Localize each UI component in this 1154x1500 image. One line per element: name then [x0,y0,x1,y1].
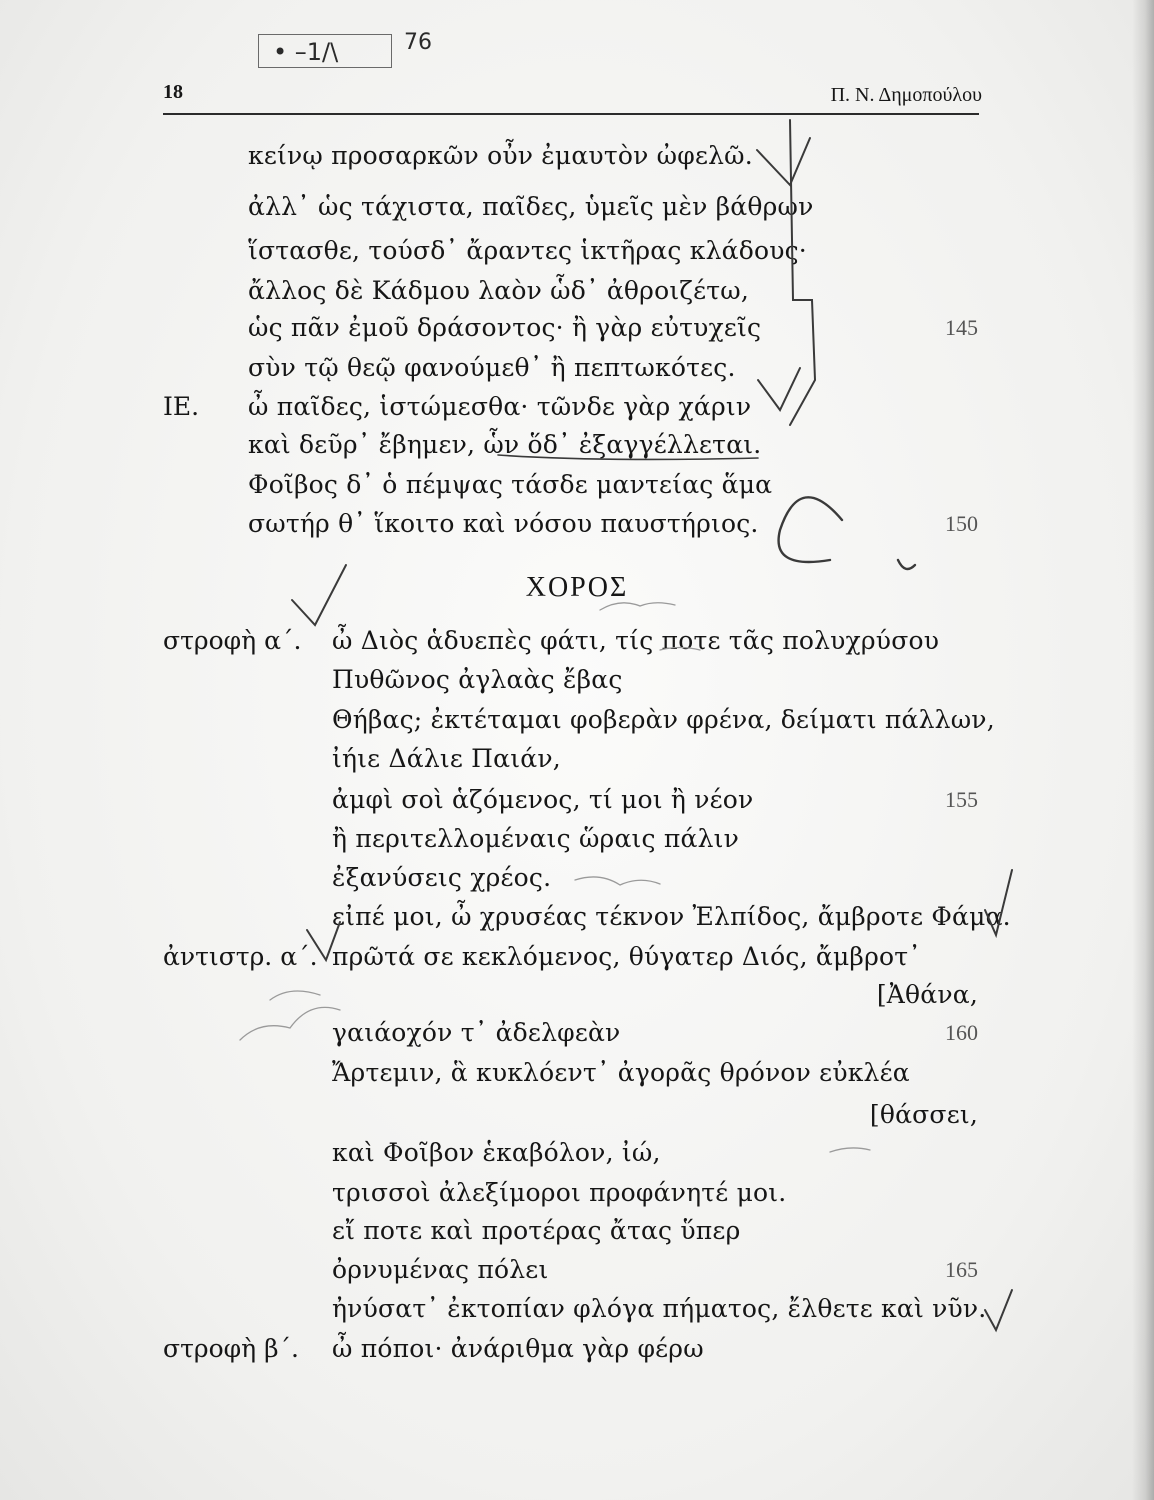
verse-line: Πυθῶνος ἀγλαὰς ἔβας [332,665,623,694]
verse-line: Φοῖβος δ᾽ ὁ πέμψας τάσδε μαντείας ἅμα [248,470,773,499]
verse-line: εἰπέ μοι, ὦ χρυσέας τέκνον Ἐλπίδος, ἄμβροτε Φάμα. [332,902,1011,931]
verse-line: Ἄρτεμιν, ἃ κυκλόεντ᾽ ἀγορᾶς θρόνον εὐκλέα [332,1058,910,1087]
checkmark-icon [985,1290,1012,1330]
strophe-label: στροφὴ α΄. [163,626,302,655]
header-rule [163,113,979,115]
page-number: 18 [163,81,183,103]
verse-line-continuation: [Ἀθάνα, [876,980,978,1009]
verse-line: ἐξανύσεις χρέος. [332,863,552,892]
verse-line: καὶ δεῦρ᾽ ἔβημεν, ὧν ὅδ᾽ ἐξαγγέλλεται. [248,430,762,459]
book-spine-shadow [1132,0,1154,1500]
verse-line: ἰήιε Δάλιε Παιάν, [332,744,561,773]
verse-line: σὺν τῷ θεῷ φανούμεθ᾽ ἢ πεπτωκότες. [248,353,736,382]
verse-line: καὶ Φοῖβον ἑκαβόλον, ἰώ, [332,1138,661,1167]
line-number: 160 [945,1020,978,1045]
line-number: 150 [945,511,978,536]
verse-line: τρισσοὶ ἀλεξίμοροι προφάνητέ μοι. [332,1178,787,1207]
verse-line: ἠνύσατ᾽ ἐκτοπίαν φλόγα πήματος, ἔλθετε καὶ νῦν. [332,1294,987,1323]
chorus-heading: ΧΟΡΟΣ [525,572,629,603]
verse-line: ἢ περιτελλομέναις ὥραις πάλιν [332,824,740,853]
verse-line: κείνῳ προσαρκῶν οὖν ἐμαυτὸν ὠφελῶ. [248,141,753,170]
line-number: 145 [945,315,978,340]
verse-line: ὡς πᾶν ἐμοῦ δράσοντος· ἢ γὰρ εὐτυχεῖς [248,313,762,342]
verse-line-continuation: [θάσσει, [869,1100,978,1129]
line-number: 165 [945,1257,978,1282]
verse-line: ἀμφὶ σοὶ ἁζόμενος, τί μοι ἢ νέον [332,785,754,814]
verse-line: ὦ Διὸς ἁδυεπὲς φάτι, τίς ποτε τᾶς πολυχρύσου [332,626,940,655]
speaker-label: ΙΕ. [163,392,200,421]
verse-line: γαιάοχόν τ᾽ ἀδελφεὰν [332,1018,621,1047]
antistrophe-label: ἀντιστρ. α΄. [163,942,318,971]
stamp-handwritten-note: 76 [404,30,432,55]
verse-line: ἵστασθε, τούσδ᾽ ἄραντες ἱκτῆρας κλάδους· [248,236,807,265]
verse-line: σωτήρ θ᾽ ἵκοιτο καὶ νόσου παυστήριος. [248,509,759,538]
verse-line: ὦ παῖδες, ἱστώμεσθα· τῶνδε γὰρ χάριν [248,392,752,421]
alpha-mark-icon [779,497,842,562]
line-number: 155 [945,787,978,812]
strophe-label: στροφὴ β΄. [163,1334,299,1363]
verse-line: ἀλλ᾽ ὡς τάχιστα, παῖδες, ὑμεῖς μὲν βάθρων [248,192,814,221]
checkmark-icon [757,138,810,185]
verse-line: ἄλλος δὲ Κάδμου λαὸν ὧδ᾽ ἀθροιζέτω, [248,276,749,305]
checkmark-icon [758,368,800,410]
verse-line: ὀρνυμένας πόλει [332,1255,549,1284]
running-head: Π. Ν. Δημοπούλου [830,84,982,106]
verse-line: πρῶτά σε κεκλόμενος, θύγατερ Διός, ἄμβροτ᾽ [332,942,921,971]
verse-line: εἴ ποτε καὶ προτέρας ἄτας ὕπερ [332,1216,741,1245]
library-stamp: • –1/\ [258,34,392,68]
verse-line: Θήβας; ἐκτέταμαι φοβερὰν φρένα, δείματι πάλλων, [332,705,995,734]
verse-line: ὦ πόποι· ἀνάριθμα γὰρ φέρω [332,1334,704,1363]
